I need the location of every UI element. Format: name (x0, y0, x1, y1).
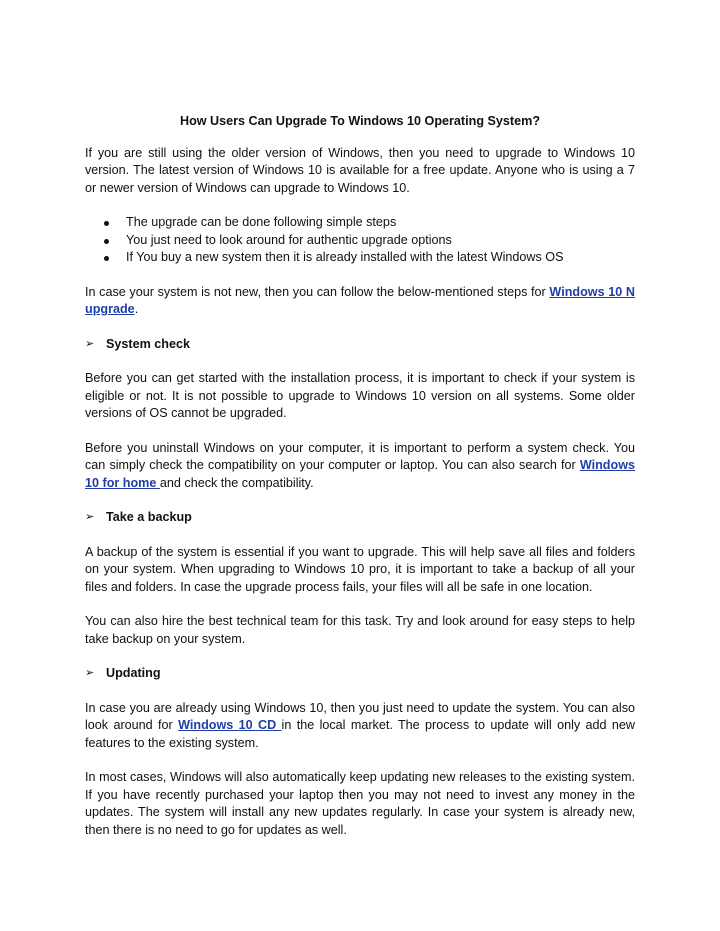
document-body (85, 113, 635, 839)
page-title: How Users Can Upgrade To Windows 10 Operating System? (179, 114, 541, 128)
n-upgrade-paragraph: In case your system is not new, then you can follow the below-mentioned steps for Windows 10 N upgrade. (85, 284, 635, 316)
bullet-icon (104, 239, 109, 244)
bullet-list (85, 214, 635, 267)
list-item (85, 249, 635, 267)
updating-paragraph-2: In most cases, Windows will also automatically keep updating new releases to the existing system. If you have recently purchased your laptop then you may not need to invest any money in the updates. The system will install any new updates regularly. In case your system is already new, then there is no need to go for updates as well. (85, 770, 635, 837)
backup-paragraph-1: A backup of the system is essential if you want to upgrade. This will help save all files and folders on your system. When upgrading to Windows 10 pro, it is important to take a backup of all your files and folders. In case the upgrade process fails, your files will all be safe in one location. (85, 544, 635, 594)
updating-paragraph-1: In case you are already using Windows 10, then you just need to update the system. You can also look around for Windows 10 CD in the local market. The process to update will only add new features to the existing system. (85, 700, 636, 750)
bullet-text: You just need to look around for authentic upgrade options (126, 232, 452, 247)
arrowhead-bullet-icon: ➢ (85, 511, 95, 523)
arrowhead-bullet-icon: ➢ (85, 337, 95, 350)
section-heading-take-a-backup: ➢ Take a backup (85, 509, 635, 527)
arrowhead-bullet-icon: ➢ (85, 667, 95, 679)
intro-paragraph: If you are still using the older version of Windows, then you need to upgrade to Windows 10 version. The latest version of Windows 10 is available for a free update. Anyone who is using a 7 or newer version of Windows can upgrade to Windows 10. (85, 145, 635, 195)
bullet-text: If You buy a new system then it is already installed with the latest Windows OS (126, 250, 564, 264)
list-item (85, 214, 635, 232)
bullet-icon (104, 221, 109, 226)
section-heading-updating: ➢ Updating (85, 665, 635, 683)
windows-10-for-home-link[interactable]: Windows 10 for home (85, 458, 635, 490)
windows-10-cd-link[interactable]: Windows 10 CD (178, 718, 282, 732)
system-check-paragraph-2: Before you uninstall Windows on your computer, it is important to perform a system check. You can simply check the compatibility on your computer or laptop. You can also search for Windows 10 for home and check the compatibility. (85, 440, 635, 490)
windows-10-n-upgrade-link[interactable]: Windows 10 N upgrade (85, 284, 635, 316)
bullet-icon (104, 256, 109, 261)
bullet-text: The upgrade can be done following simple steps (126, 215, 397, 229)
list-item (85, 232, 635, 250)
backup-paragraph-2: You can also hire the best technical team for this task. Try and look around for easy steps to help take backup on your system. (85, 614, 635, 646)
system-check-paragraph-1: Before you can get started with the installation process, it is important to check if your system is eligible or not. It is not possible to upgrade to Windows 10 version on all systems. Some older versions of OS cannot be upgraded. (85, 371, 635, 420)
section-heading-system-check: ➢ System check (85, 336, 635, 354)
